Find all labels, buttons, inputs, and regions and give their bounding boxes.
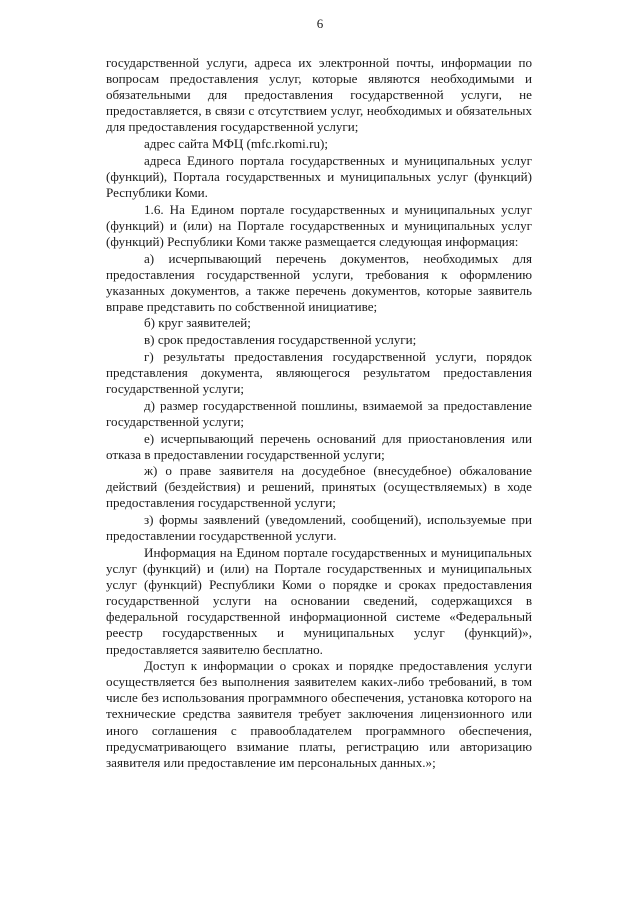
list-item-z: з) формы заявлений (уведомлений, сообщений), используемые при предоставлении государственной услуги.	[106, 512, 532, 544]
page-number: 6	[316, 16, 324, 31]
list-item-d: д) размер государственной пошлины, взимаемой за предоставление государственной услуги;	[106, 397, 532, 429]
paragraph-section-1-6: 1.6. На Едином портале государственных и муниципальных услуг (функций) и (или) на Портале государственных и муниципальных услуг (функций) Республики Коми также размещается следующая информация:	[106, 201, 532, 249]
list-item-v: в) срок предоставления государственной услуги;	[144, 332, 417, 348]
list-item-g: г) результаты предоставления государственной услуги, порядок представления документа, являющегося результатом предоставления государственной услуги;	[106, 348, 532, 397]
paragraph-access-conditions: Доступ к информации о сроках и порядке предоставления услуги осуществляется без выполнения заявителем каких-либо требований, в том числе без использования программного обеспечения, установка которого на технические средства заявителя требует заключения лицензионного или иного соглашения с правообладателем программного обеспечения, предусматривающего взимание платы, регистрацию или авторизацию заявителя или предоставление им персональных данных.»;	[106, 658, 532, 770]
paragraph-mfc-site: адрес сайта МФЦ (mfc.rkomi.ru);	[144, 136, 328, 152]
document-body	[106, 55, 532, 771]
list-item-e: е) исчерпывающий перечень оснований для приостановления или отказа в предоставлении государственной услуги;	[106, 430, 532, 462]
paragraph-portal-addresses: адреса Единого портала государственных и муниципальных услуг (функций), Портала государственных и муниципальных услуг (функций) Республики Коми.	[106, 152, 532, 200]
paragraph-information-free: Информация на Едином портале государственных и муниципальных услуг (функций) и (или) на Портале государственных и муниципальных услуг (функций) Республики Коми о порядке и сроках предоставления государственной услуги на основании сведений, содержащихся в федеральной государственной информационной системе «Федеральный реестр государственных и муниципальных услуг (функций)», предоставляется заявителю бесплатно.	[106, 544, 532, 657]
list-item-zh: ж) о праве заявителя на досудебное (внесудебное) обжалование действий (бездействия) и решений, принятых (осуществляемых) в ходе предоставления государственной услуги;	[106, 463, 532, 511]
paragraph-continuation: государственной услуги, адреса их электронной почты, информации по вопросам предоставления услуг, которые являются необходимыми и обязательными для предоставления государственной услуги, не предоставляется, в связи с отсутствием услуг, необходимых и обязательных для предоставления государственной услуги;	[106, 55, 532, 135]
list-item-a: а) исчерпывающий перечень документов, необходимых для предоставления государственной услуги, требования к оформлению указанных документов, а также перечень документов, которые заявитель вправе представить по собственной инициативе;	[106, 250, 532, 314]
list-item-b: б) круг заявителей;	[144, 315, 251, 331]
